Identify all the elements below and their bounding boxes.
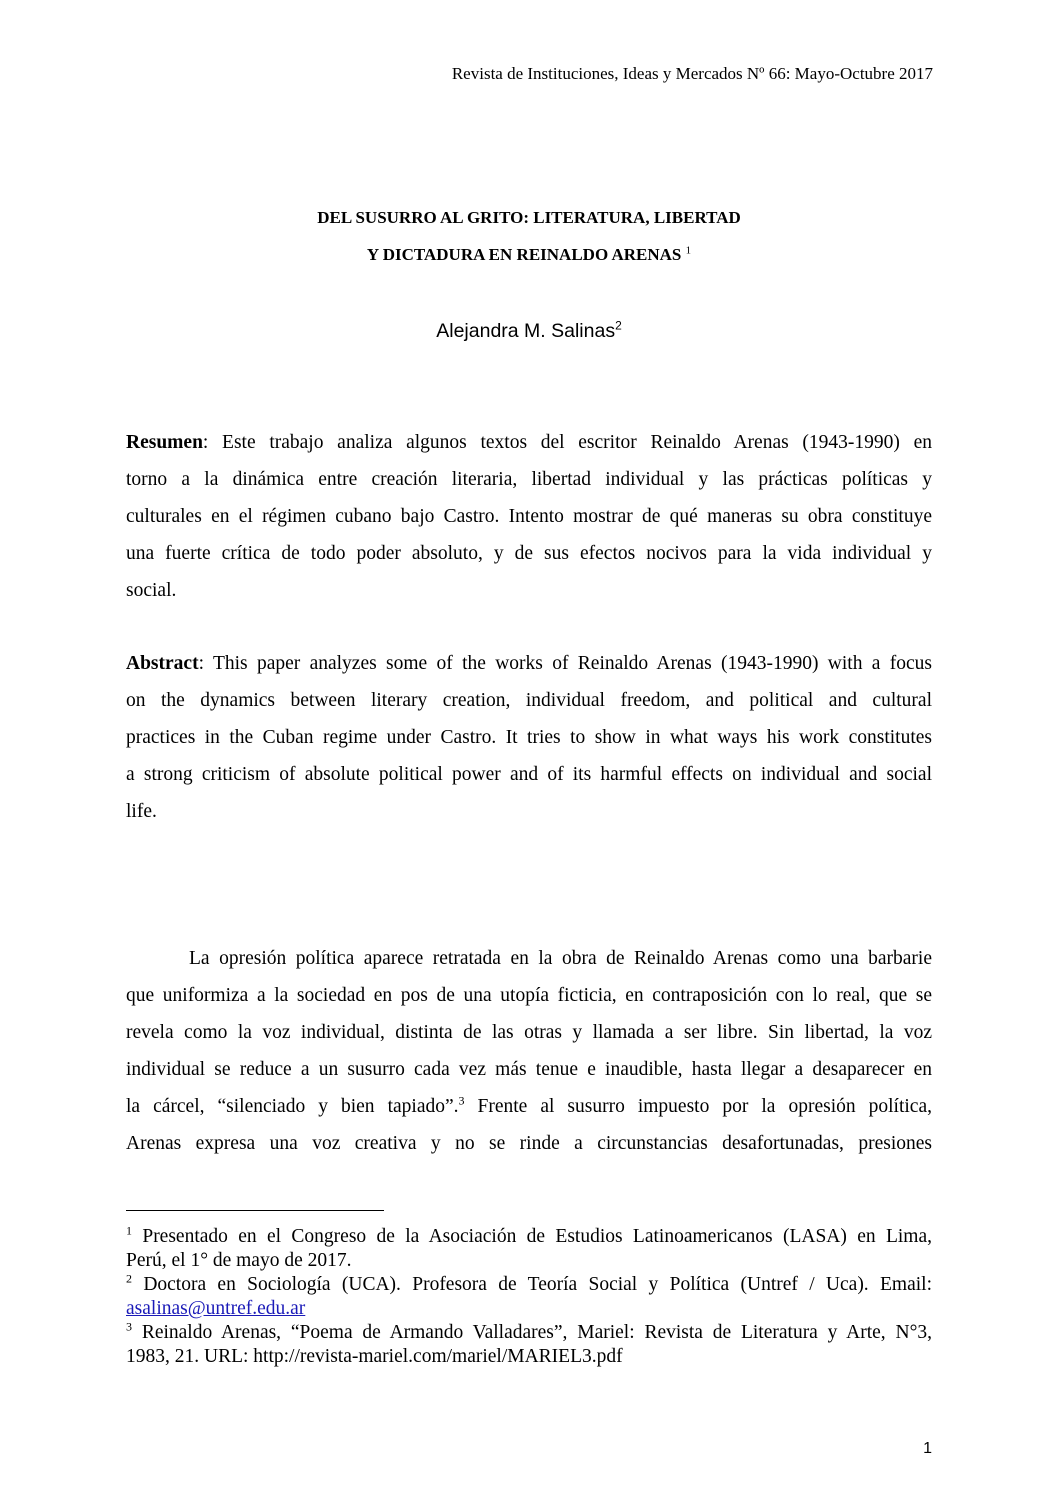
abstract-label: Abstract <box>126 653 199 674</box>
author-line <box>0 320 1058 343</box>
footnote-mark: 1 <box>126 1223 132 1238</box>
author-footnote-mark: 2 <box>615 318 622 333</box>
resumen-block <box>126 424 932 609</box>
footnote-separator <box>126 1210 384 1211</box>
page-number: 1 <box>923 1440 932 1457</box>
body-line: que uniformiza a la sociedad en pos de una utopía ficticia, en contraposición con lo real, que se <box>126 985 932 1007</box>
footnote-1: $^1$ Presentado en el Congreso de la Asociación de Estudios Latinoamericanos (LASA) en Lima, Perú, el 1° de mayo de 2017. <box>126 1223 932 1271</box>
body-line: la cárcel, “silenciado y bien tapiado”.$^3$ Frente al susurro impuesto por la opresión política, <box>126 1093 932 1118</box>
footnote-url-line: 1983, 21. URL: http://revista-mariel.com/mariel/MARIEL3.pdf <box>126 1346 623 1367</box>
running-header: Revista de Instituciones, Ideas y Mercados Nº 66: Mayo-Octubre 2017 <box>451 64 933 83</box>
body-line: Arenas expresa una voz creativa y no se rinde a circunstancias desafortunadas, presiones <box>126 1133 932 1155</box>
abstract-block <box>126 645 932 830</box>
resumen-line: culturales en el régimen cubano bajo Castro. Intento mostrar de qué maneras su obra constituye <box>126 506 932 527</box>
abstract-line: practices in the Cuban regime under Castro. It tries to show in what ways his work constitutes <box>126 727 932 748</box>
resumen-label: Resumen <box>126 432 203 453</box>
body-line: La opresión política aparece retratada en la obra de Reinaldo Arenas como una barbarie <box>189 948 932 969</box>
title-text-2: Y DICTADURA EN REINALDO ARENAS <box>366 245 682 264</box>
article-title-line-1 <box>0 208 1058 228</box>
article-title-line-2 <box>0 245 1058 265</box>
resumen-line: social. <box>126 580 177 601</box>
body-line: revela como la voz individual, distinta de las otras y llamada a ser libre. Sin libertad, la voz <box>126 1022 932 1044</box>
resumen-line: Resumen: Este trabajo analiza algunos textos del escritor Reinaldo Arenas (1943-1990) en <box>126 432 932 453</box>
resumen-line: torno a la dinámica entre creación literaria, libertad individual y las prácticas políticas y <box>126 469 932 490</box>
email-link[interactable]: asalinas@untref.edu.ar <box>126 1298 306 1319</box>
body-line: individual se reduce a un susurro cada vez más tenue e inaudible, hasta llegar a desaparecer en <box>126 1059 932 1081</box>
abstract-line: Abstract: This paper analyzes some of the works of Reinaldo Arenas (1943-1990) with a focus <box>126 653 932 674</box>
title-text-1: DEL SUSURRO AL GRITO: LITERATURA, LIBERTAD <box>317 208 741 227</box>
abstract-line: a strong criticism of absolute political power and of its harmful effects on individual and social <box>126 764 932 785</box>
footnote-2: $^2$ Doctora en Sociología (UCA). Profesora de Teoría Social y Política (Untref / Uca). Email: asalinas@untref.edu.ar <box>126 1271 932 1319</box>
footnote-mark: 2 <box>126 1271 132 1286</box>
resumen-line: una fuerte crítica de todo poder absoluto, y de sus efectos nocivos para la vida individual y <box>126 543 932 564</box>
author-name: Alejandra M. Salinas <box>436 320 616 342</box>
body-paragraph <box>126 940 932 1163</box>
body-footnote-mark: 3 <box>458 1093 465 1108</box>
abstract-line: on the dynamics between literary creation, individual freedom, and political and cultural <box>126 690 932 711</box>
footnote-3: $^3$ Reinaldo Arenas, “Poema de Armando Valladares”, Mariel: Revista de Literatura y Arte, N°3, 1983, 21. URL: http://revista-mariel.com/mariel/MARIEL3.pdf <box>126 1319 932 1367</box>
footnote-mark: 3 <box>126 1319 132 1334</box>
abstract-line: life. <box>126 801 157 822</box>
title-footnote-mark: 1 <box>685 244 692 257</box>
